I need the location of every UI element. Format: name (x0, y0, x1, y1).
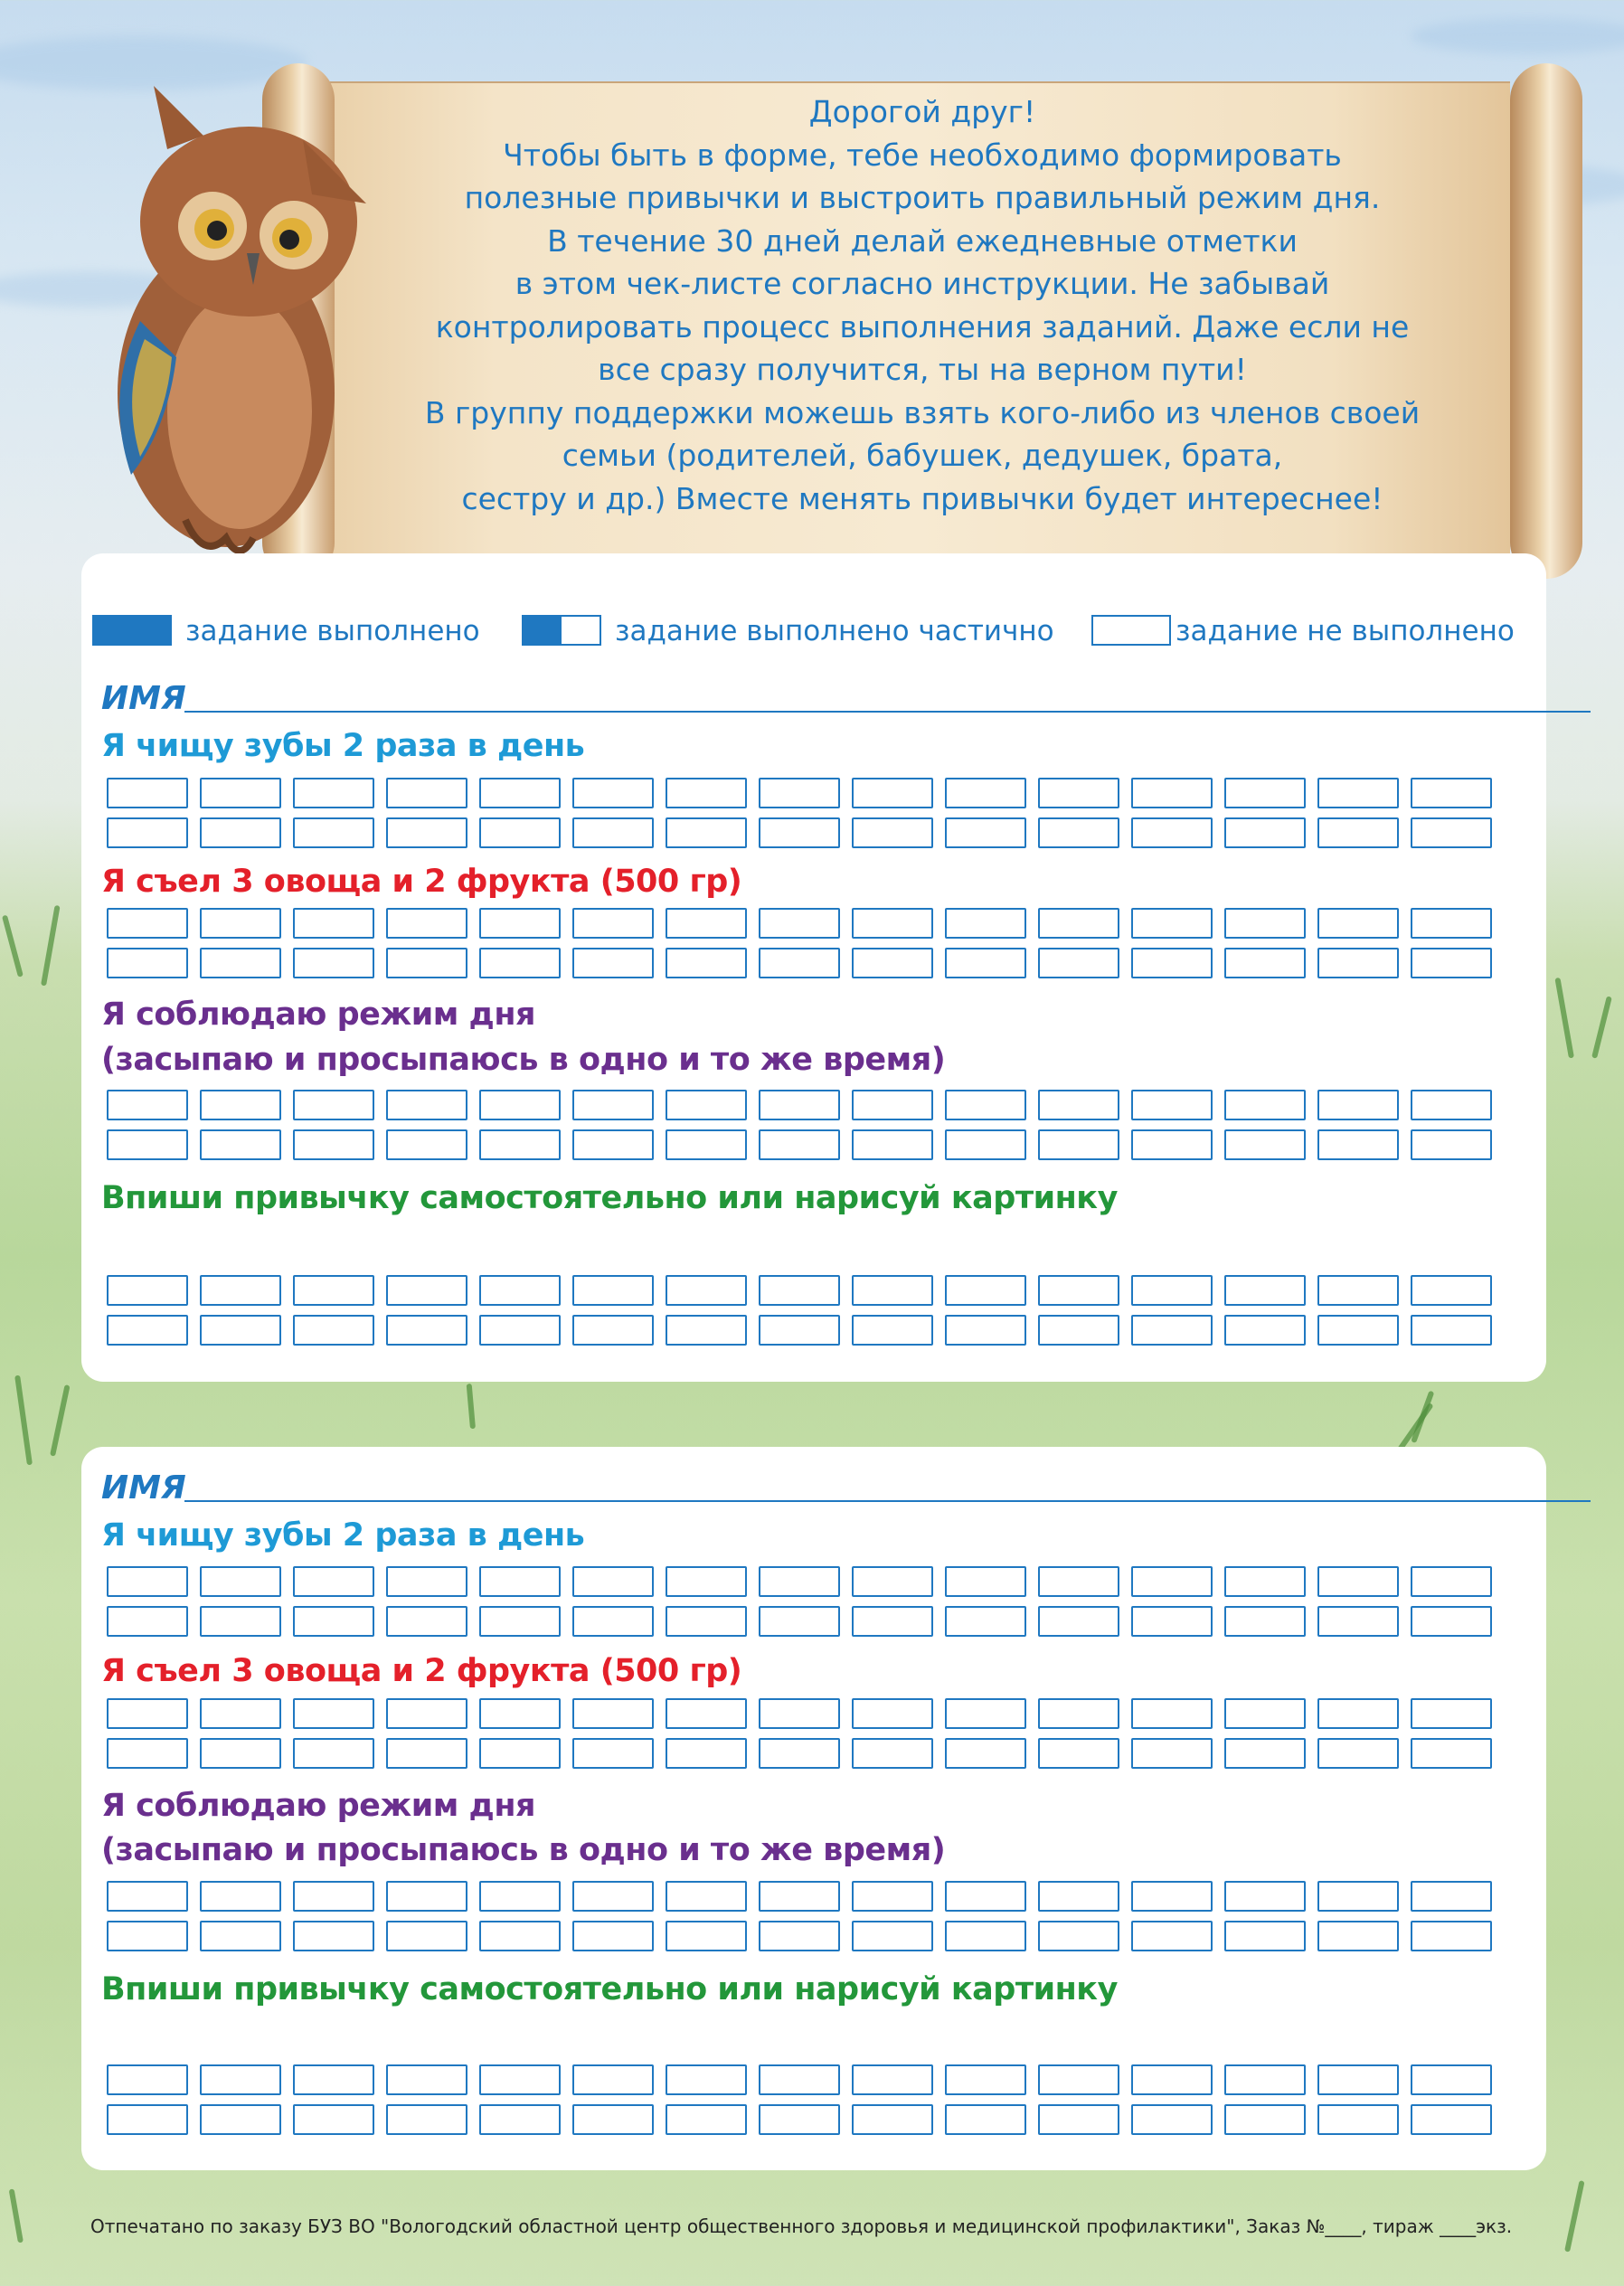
habit-title-sleep: Я соблюдаю режим дня (101, 997, 535, 1033)
day-checkbox[interactable] (107, 1129, 188, 1160)
day-checkbox[interactable] (1224, 1738, 1306, 1769)
day-checkbox[interactable] (1224, 778, 1306, 808)
day-checkbox[interactable] (293, 1090, 374, 1120)
day-checkbox[interactable] (107, 908, 188, 939)
day-checkbox[interactable] (666, 778, 747, 808)
day-checkbox[interactable] (386, 1129, 467, 1160)
habit-title-teeth: Я чищу зубы 2 раза в день (101, 728, 585, 764)
day-checkbox[interactable] (1411, 1606, 1492, 1637)
intro-text (362, 90, 1483, 520)
intro-line: в этом чек-листе согласно инструкции. Не забывай (515, 266, 1330, 301)
day-checkbox[interactable] (1224, 817, 1306, 848)
day-checkbox[interactable] (572, 817, 654, 848)
day-checkbox[interactable] (1411, 1566, 1492, 1597)
day-checkbox[interactable] (945, 817, 1026, 848)
day-checkbox[interactable] (666, 1698, 747, 1729)
intro-line: В группу поддержки можешь взять кого-либо из членов своей (424, 394, 1421, 430)
day-checkbox[interactable] (200, 908, 281, 939)
day-checkbox[interactable] (759, 2064, 840, 2095)
day-checkbox[interactable] (759, 1921, 840, 1951)
day-checkbox[interactable] (1411, 1315, 1492, 1346)
day-checkbox[interactable] (759, 908, 840, 939)
day-checkbox[interactable] (759, 1881, 840, 1912)
day-checkbox[interactable] (293, 817, 374, 848)
day-checkbox[interactable] (1224, 1606, 1306, 1637)
day-checkbox[interactable] (945, 2064, 1026, 2095)
day-checkbox[interactable] (107, 1090, 188, 1120)
day-checkbox[interactable] (479, 1881, 561, 1912)
intro-line: Чтобы быть в форме, тебе необходимо формировать (503, 137, 1342, 173)
owl-illustration (68, 68, 366, 574)
intro-line: Дорогой друг! (808, 94, 1036, 129)
day-checkbox[interactable] (1411, 1129, 1492, 1160)
day-checkbox[interactable] (1038, 2064, 1119, 2095)
day-checkbox[interactable] (1224, 1881, 1306, 1912)
day-checkbox[interactable] (479, 817, 561, 848)
day-checkbox[interactable] (1224, 1566, 1306, 1597)
day-checkbox[interactable] (572, 1921, 654, 1951)
day-checkbox[interactable] (945, 1738, 1026, 1769)
day-checkbox[interactable] (1411, 1090, 1492, 1120)
day-checkbox[interactable] (479, 2064, 561, 2095)
day-checkbox[interactable] (945, 2104, 1026, 2135)
day-checkbox[interactable] (1038, 1566, 1119, 1597)
day-checkbox[interactable] (1317, 1566, 1399, 1597)
day-checkbox[interactable] (386, 1315, 467, 1346)
day-checkbox[interactable] (945, 1566, 1026, 1597)
day-checkbox[interactable] (200, 2064, 281, 2095)
habit-grid-custom (107, 2064, 1495, 2144)
day-checkbox[interactable] (107, 1698, 188, 1729)
day-checkbox[interactable] (852, 948, 933, 978)
day-checkbox[interactable] (945, 1315, 1026, 1346)
day-checkbox[interactable] (759, 778, 840, 808)
day-checkbox[interactable] (945, 1275, 1026, 1306)
day-checkbox[interactable] (479, 1738, 561, 1769)
day-checkbox[interactable] (945, 948, 1026, 978)
day-checkbox[interactable] (1038, 1315, 1119, 1346)
day-checkbox[interactable] (200, 1315, 281, 1346)
day-checkbox[interactable] (107, 817, 188, 848)
day-checkbox[interactable] (1038, 908, 1119, 939)
day-checkbox[interactable] (852, 1129, 933, 1160)
day-checkbox[interactable] (107, 948, 188, 978)
day-checkbox[interactable] (572, 1738, 654, 1769)
day-checkbox[interactable] (107, 1738, 188, 1769)
legend-box-partial (522, 615, 601, 646)
day-checkbox[interactable] (479, 2104, 561, 2135)
day-checkbox[interactable] (666, 1129, 747, 1160)
day-checkbox[interactable] (1131, 817, 1213, 848)
day-checkbox[interactable] (852, 1566, 933, 1597)
day-checkbox[interactable] (1317, 1090, 1399, 1120)
day-checkbox[interactable] (572, 1275, 654, 1306)
day-checkbox[interactable] (666, 2064, 747, 2095)
intro-scroll (262, 63, 1582, 583)
day-checkbox[interactable] (759, 1129, 840, 1160)
day-checkbox[interactable] (1224, 1090, 1306, 1120)
day-checkbox[interactable] (852, 1606, 933, 1637)
day-checkbox[interactable] (1038, 1881, 1119, 1912)
habit-title-custom: Впиши привычку самостоятельно или нарисуй картинку (101, 1971, 1118, 2007)
day-checkbox[interactable] (1131, 1606, 1213, 1637)
day-checkbox[interactable] (759, 1275, 840, 1306)
day-checkbox[interactable] (852, 2104, 933, 2135)
day-checkbox[interactable] (293, 1275, 374, 1306)
day-checkbox[interactable] (1411, 908, 1492, 939)
day-checkbox[interactable] (479, 778, 561, 808)
print-footer: Отпечатано по заказу БУЗ ВО "Вологодский областной центр общественного здоровья и медицинской профилактики", Заказ №____, тираж ____экз. (90, 2215, 1513, 2237)
day-checkbox[interactable] (479, 1315, 561, 1346)
day-checkbox[interactable] (1038, 1606, 1119, 1637)
day-checkbox[interactable] (107, 1921, 188, 1951)
name-field-1[interactable] (101, 680, 1494, 716)
habit-grid-teeth (107, 778, 1495, 857)
habit-title-food: Я съел 3 овоща и 2 фрукта (500 гр) (101, 864, 742, 900)
day-checkbox[interactable] (1131, 1315, 1213, 1346)
day-checkbox[interactable] (107, 1275, 188, 1306)
day-checkbox[interactable] (1317, 1315, 1399, 1346)
day-checkbox[interactable] (1131, 1275, 1213, 1306)
day-checkbox[interactable] (852, 1275, 933, 1306)
intro-line: полезные привычки и выстроить правильный режим дня. (464, 180, 1381, 215)
day-checkbox[interactable] (945, 1921, 1026, 1951)
day-checkbox[interactable] (1317, 1881, 1399, 1912)
day-checkbox[interactable] (852, 908, 933, 939)
intro-line: сестру и др.) Вместе менять привычки будет интереснее! (461, 480, 1383, 516)
day-checkbox[interactable] (1038, 1738, 1119, 1769)
day-checkbox[interactable] (293, 1315, 374, 1346)
day-checkbox[interactable] (945, 778, 1026, 808)
day-checkbox[interactable] (572, 1881, 654, 1912)
day-checkbox[interactable] (386, 778, 467, 808)
day-checkbox[interactable] (479, 1698, 561, 1729)
day-checkbox[interactable] (945, 1090, 1026, 1120)
day-checkbox[interactable] (200, 778, 281, 808)
day-checkbox[interactable] (852, 2064, 933, 2095)
day-checkbox[interactable] (1038, 817, 1119, 848)
habit-title-sleep-detail: (засыпаю и просыпаюсь в одно и то же время) (101, 1832, 946, 1868)
day-checkbox[interactable] (479, 1566, 561, 1597)
intro-line: контролировать процесс выполнения заданий. Даже если не (435, 308, 1410, 345)
day-checkbox[interactable] (1131, 2064, 1213, 2095)
name-line[interactable] (184, 711, 1591, 713)
day-checkbox[interactable] (293, 1606, 374, 1637)
day-checkbox[interactable] (759, 2104, 840, 2135)
day-checkbox[interactable] (666, 1881, 747, 1912)
day-checkbox[interactable] (479, 908, 561, 939)
day-checkbox[interactable] (1038, 1129, 1119, 1160)
day-checkbox[interactable] (1317, 778, 1399, 808)
day-checkbox[interactable] (107, 1566, 188, 1597)
day-checkbox[interactable] (293, 1738, 374, 1769)
day-checkbox[interactable] (1317, 1129, 1399, 1160)
day-checkbox[interactable] (1317, 948, 1399, 978)
day-checkbox[interactable] (1038, 1090, 1119, 1120)
day-checkbox[interactable] (293, 948, 374, 978)
name-field-2[interactable] (101, 1469, 1494, 1506)
day-checkbox[interactable] (759, 1566, 840, 1597)
day-checkbox[interactable] (1038, 1698, 1119, 1729)
day-checkbox[interactable] (1317, 2064, 1399, 2095)
day-checkbox[interactable] (1411, 948, 1492, 978)
day-checkbox[interactable] (666, 1921, 747, 1951)
day-checkbox[interactable] (1317, 1738, 1399, 1769)
day-checkbox[interactable] (1131, 1738, 1213, 1769)
day-checkbox[interactable] (1131, 1090, 1213, 1120)
day-checkbox[interactable] (759, 1606, 840, 1637)
day-checkbox[interactable] (386, 1606, 467, 1637)
day-checkbox[interactable] (1411, 1881, 1492, 1912)
day-checkbox[interactable] (945, 908, 1026, 939)
day-checkbox[interactable] (1411, 2064, 1492, 2095)
day-checkbox[interactable] (200, 1566, 281, 1597)
day-checkbox[interactable] (1317, 1921, 1399, 1951)
day-checkbox[interactable] (945, 1881, 1026, 1912)
day-checkbox[interactable] (386, 1698, 467, 1729)
day-checkbox[interactable] (666, 1090, 747, 1120)
day-checkbox[interactable] (386, 2064, 467, 2095)
day-checkbox[interactable] (759, 948, 840, 978)
habit-grid-food (107, 1698, 1495, 1778)
day-checkbox[interactable] (479, 948, 561, 978)
day-checkbox[interactable] (386, 2104, 467, 2135)
day-checkbox[interactable] (200, 1881, 281, 1912)
day-checkbox[interactable] (759, 1315, 840, 1346)
day-checkbox[interactable] (1224, 1921, 1306, 1951)
day-checkbox[interactable] (1224, 1698, 1306, 1729)
day-checkbox[interactable] (386, 817, 467, 848)
day-checkbox[interactable] (852, 1921, 933, 1951)
legend-box-done (92, 615, 172, 646)
day-checkbox[interactable] (1411, 1698, 1492, 1729)
day-checkbox[interactable] (945, 1606, 1026, 1637)
legend-label-done: задание выполнено (185, 615, 480, 647)
day-checkbox[interactable] (293, 2064, 374, 2095)
day-checkbox[interactable] (1131, 2104, 1213, 2135)
day-checkbox[interactable] (1411, 1275, 1492, 1306)
day-checkbox[interactable] (1411, 2104, 1492, 2135)
day-checkbox[interactable] (759, 1738, 840, 1769)
day-checkbox[interactable] (572, 908, 654, 939)
day-checkbox[interactable] (1317, 908, 1399, 939)
day-checkbox[interactable] (200, 2104, 281, 2135)
legend-box-not-done (1091, 615, 1171, 646)
day-checkbox[interactable] (200, 1129, 281, 1160)
day-checkbox[interactable] (666, 817, 747, 848)
day-checkbox[interactable] (759, 1698, 840, 1729)
day-checkbox[interactable] (386, 1881, 467, 1912)
habit-title-custom: Впиши привычку самостоятельно или нарисуй картинку (101, 1180, 1118, 1216)
day-checkbox[interactable] (572, 2104, 654, 2135)
day-checkbox[interactable] (1224, 1275, 1306, 1306)
day-checkbox[interactable] (107, 778, 188, 808)
name-line[interactable] (184, 1500, 1591, 1502)
day-checkbox[interactable] (1131, 1881, 1213, 1912)
legend-label-partial: задание выполнено частично (615, 615, 1054, 647)
day-checkbox[interactable] (572, 948, 654, 978)
day-checkbox[interactable] (852, 1738, 933, 1769)
habit-title-teeth: Я чищу зубы 2 раза в день (101, 1517, 585, 1554)
intro-line: семьи (родителей, бабушек, дедушек, брата, (562, 438, 1283, 473)
day-checkbox[interactable] (1131, 1698, 1213, 1729)
day-checkbox[interactable] (293, 1921, 374, 1951)
day-checkbox[interactable] (852, 817, 933, 848)
day-checkbox[interactable] (107, 2104, 188, 2135)
day-checkbox[interactable] (386, 1566, 467, 1597)
day-checkbox[interactable] (1131, 948, 1213, 978)
day-checkbox[interactable] (200, 1738, 281, 1769)
day-checkbox[interactable] (945, 1698, 1026, 1729)
day-checkbox[interactable] (572, 1090, 654, 1120)
day-checkbox[interactable] (479, 1275, 561, 1306)
day-checkbox[interactable] (200, 1606, 281, 1637)
habit-grid-sleep (107, 1090, 1495, 1169)
day-checkbox[interactable] (1411, 817, 1492, 848)
day-checkbox[interactable] (386, 1738, 467, 1769)
day-checkbox[interactable] (293, 778, 374, 808)
name-label: ИМЯ (101, 680, 186, 717)
day-checkbox[interactable] (1411, 1738, 1492, 1769)
day-checkbox[interactable] (386, 1275, 467, 1306)
day-checkbox[interactable] (479, 1090, 561, 1120)
day-checkbox[interactable] (1131, 908, 1213, 939)
day-checkbox[interactable] (1038, 778, 1119, 808)
day-checkbox[interactable] (293, 1698, 374, 1729)
day-checkbox[interactable] (1131, 1129, 1213, 1160)
day-checkbox[interactable] (1038, 948, 1119, 978)
scroll-roll-right (1510, 63, 1582, 579)
habit-grid-teeth (107, 1566, 1495, 1646)
day-checkbox[interactable] (200, 948, 281, 978)
day-checkbox[interactable] (666, 948, 747, 978)
habit-grid-custom (107, 1275, 1495, 1355)
habit-grid-food (107, 908, 1495, 987)
intro-line: все сразу получится, ты на верном пути! (598, 352, 1247, 387)
day-checkbox[interactable] (1224, 908, 1306, 939)
day-checkbox[interactable] (666, 908, 747, 939)
day-checkbox[interactable] (572, 1698, 654, 1729)
day-checkbox[interactable] (852, 1090, 933, 1120)
day-checkbox[interactable] (1224, 948, 1306, 978)
day-checkbox[interactable] (386, 1090, 467, 1120)
name-label: ИМЯ (101, 1469, 186, 1507)
day-checkbox[interactable] (666, 2104, 747, 2135)
day-checkbox[interactable] (572, 1315, 654, 1346)
day-checkbox[interactable] (1317, 2104, 1399, 2135)
day-checkbox[interactable] (1224, 1129, 1306, 1160)
day-checkbox[interactable] (1317, 817, 1399, 848)
day-checkbox[interactable] (759, 1090, 840, 1120)
day-checkbox[interactable] (572, 778, 654, 808)
day-checkbox[interactable] (572, 1566, 654, 1597)
day-checkbox[interactable] (386, 1921, 467, 1951)
day-checkbox[interactable] (1224, 1315, 1306, 1346)
day-checkbox[interactable] (1038, 1921, 1119, 1951)
legend-label-not-done: задание не выполнено (1176, 615, 1515, 647)
day-checkbox[interactable] (1131, 1566, 1213, 1597)
habit-grid-sleep (107, 1881, 1495, 1960)
day-checkbox[interactable] (107, 1606, 188, 1637)
day-checkbox[interactable] (1411, 778, 1492, 808)
day-checkbox[interactable] (293, 1129, 374, 1160)
day-checkbox[interactable] (852, 1698, 933, 1729)
day-checkbox[interactable] (666, 1606, 747, 1637)
day-checkbox[interactable] (479, 1129, 561, 1160)
day-checkbox[interactable] (1411, 1921, 1492, 1951)
day-checkbox[interactable] (479, 1921, 561, 1951)
day-checkbox[interactable] (1317, 1606, 1399, 1637)
day-checkbox[interactable] (572, 1129, 654, 1160)
day-checkbox[interactable] (200, 817, 281, 848)
day-checkbox[interactable] (852, 1315, 933, 1346)
day-checkbox[interactable] (200, 1921, 281, 1951)
day-checkbox[interactable] (1317, 1275, 1399, 1306)
day-checkbox[interactable] (200, 1275, 281, 1306)
day-checkbox[interactable] (666, 1275, 747, 1306)
habit-title-sleep-detail: (засыпаю и просыпаюсь в одно и то же время) (101, 1042, 946, 1078)
day-checkbox[interactable] (107, 2064, 188, 2095)
day-checkbox[interactable] (1224, 2104, 1306, 2135)
day-checkbox[interactable] (666, 1315, 747, 1346)
day-checkbox[interactable] (945, 1129, 1026, 1160)
day-checkbox[interactable] (572, 2064, 654, 2095)
day-checkbox[interactable] (1131, 778, 1213, 808)
day-checkbox[interactable] (666, 1566, 747, 1597)
habit-title-food: Я съел 3 овоща и 2 фрукта (500 гр) (101, 1653, 742, 1689)
day-checkbox[interactable] (572, 1606, 654, 1637)
day-checkbox[interactable] (1317, 1698, 1399, 1729)
day-checkbox[interactable] (200, 1090, 281, 1120)
intro-line: В течение 30 дней делай ежедневные отметки (547, 222, 1298, 259)
day-checkbox[interactable] (852, 1881, 933, 1912)
day-checkbox[interactable] (386, 948, 467, 978)
day-checkbox[interactable] (293, 1881, 374, 1912)
day-checkbox[interactable] (1038, 2104, 1119, 2135)
day-checkbox[interactable] (1131, 1921, 1213, 1951)
habit-title-sleep: Я соблюдаю режим дня (101, 1788, 535, 1824)
day-checkbox[interactable] (293, 2104, 374, 2135)
day-checkbox[interactable] (386, 908, 467, 939)
day-checkbox[interactable] (293, 1566, 374, 1597)
day-checkbox[interactable] (293, 908, 374, 939)
day-checkbox[interactable] (1224, 2064, 1306, 2095)
day-checkbox[interactable] (200, 1698, 281, 1729)
day-checkbox[interactable] (666, 1738, 747, 1769)
day-checkbox[interactable] (852, 778, 933, 808)
day-checkbox[interactable] (107, 1315, 188, 1346)
day-checkbox[interactable] (759, 817, 840, 848)
day-checkbox[interactable] (479, 1606, 561, 1637)
day-checkbox[interactable] (1038, 1275, 1119, 1306)
day-checkbox[interactable] (107, 1881, 188, 1912)
